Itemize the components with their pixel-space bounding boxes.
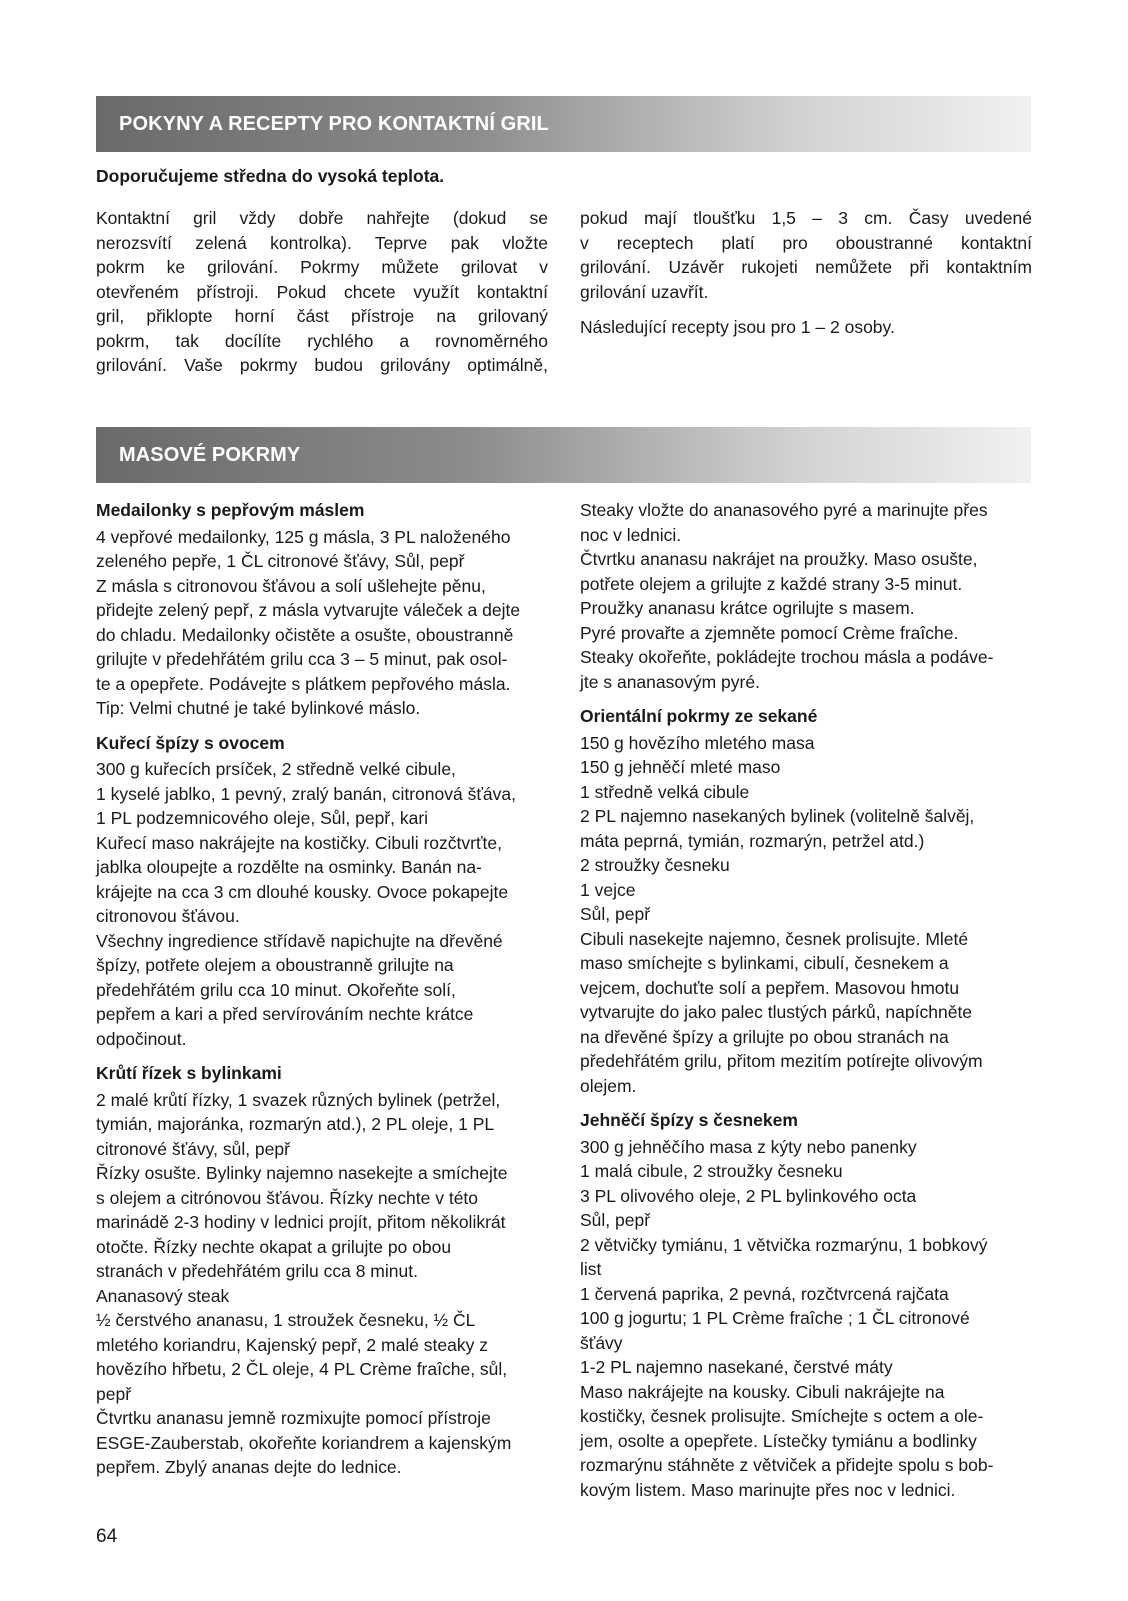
recipe-text-line: máta peprná, tymián, rozmarýn, petržel atd.) [580, 830, 925, 851]
recipe-text-line: Ananasový steak [96, 1285, 230, 1306]
intro-text-line: gril, přiklopte horní část přístroje na grilovaný [96, 306, 548, 326]
recipe-text-line: noc v lednici. [580, 524, 682, 545]
recipe-text-line: předehřátém grilu cca 10 minut. Okořeňte solí, [96, 979, 456, 1000]
recipe-text-line: rozmarýnu stáhněte z větviček a přidejte spolu s bob- [580, 1455, 994, 1475]
recipes-left-column [96, 498, 549, 1480]
section-heading-text: POKYNY A RECEPTY PRO KONTAKTNÍ GRIL [119, 113, 549, 135]
recipe-text-line: Kuřecí maso nakrájejte na kostičky. Cibuli rozčtvrťte, [96, 832, 502, 853]
recipe-text-line: 1 PL podzemnicového oleje, Sůl, pepř, kari [96, 808, 429, 828]
recipe-text-line: zeleného pepře, 1 ČL citronové šťávy, Sůl, pepř [96, 551, 465, 571]
recipe-text-line: 1-2 PL najemno nasekané, čerstvé máty [580, 1357, 893, 1377]
intro-text-line: nerozsvítí zelená kontrolka). Teprve pak vložte [96, 232, 548, 253]
recipe-text-line: Maso nakrájejte na kousky. Cibuli nakrájejte na [580, 1381, 945, 1402]
recipe-text-line: mletého koriandru, Kajenský pepř, 2 malé steaky z [96, 1334, 488, 1355]
recipe-text-line: citronovou šťávou. [96, 906, 240, 926]
recipe-text-line: špízy, potřete olejem a oboustranně grilujte na [96, 955, 454, 975]
section-heading-text: MASOVÉ POKRMY [119, 444, 301, 466]
recipe-text-line: 2 větvičky tymiánu, 1 větvička rozmarýnu, 1 bobkový [580, 1234, 988, 1255]
recipe-text-line: s olejem a citrónovou šťávou. Řízky nechte v této [96, 1187, 479, 1208]
recipe-text-line: pepřem a kari a před servírováním nechte krátce [96, 1004, 474, 1024]
recipe-text-line: Pyré provařte a zjemněte pomocí Crème fraîche. [580, 622, 959, 643]
intro-text-line: otevřeném přístroji. Pokud chcete využít kontaktní [96, 281, 548, 302]
recipe-text-line: marinádě 2-3 hodiny v lednici projít, přitom několikrát [96, 1212, 506, 1232]
recipe-text-line: list [580, 1259, 602, 1279]
recipe-text-line: 1 malá cibule, 2 stroužky česneku [580, 1161, 843, 1181]
recipe-text-line: ½ čerstvého ananasu, 1 stroužek česneku, ½ ČL [96, 1310, 476, 1330]
recipe-text-line: 300 g jehněčího masa z kýty nebo panenky [580, 1136, 917, 1157]
recipe-text-line: ESGE-Zauberstab, okořeňte koriandrem a kajenským [96, 1432, 512, 1453]
intro-text-line: pokrm ke grilování. Pokrmy můžete grilovat v [96, 257, 548, 277]
temperature-recommendation: Doporučujeme středna do vysoká teplota. [96, 166, 445, 186]
recipe-text-line: 2 PL najemno nasekaných bylinek (volitelně šalvěj, [580, 806, 975, 826]
recipe-text-line: Proužky ananasu krátce ogrilujte s masem. [580, 598, 915, 618]
recipe-text-line: 150 g hovězího mletého masa [580, 732, 815, 753]
intro-text-line: pokrm, tak docílíte rychlého a rovnoměrného [96, 330, 548, 351]
recipe-text-line: vejcem, dochuťte solí a pepřem. Masovou hmotu [580, 977, 960, 998]
page-number: 64 [96, 1526, 118, 1547]
servings-note: Následující recepty jsou pro 1 – 2 osoby. [580, 317, 895, 337]
recipe-text-line: jablka oloupejte a rozdělte na osminky. Banán na- [96, 857, 482, 877]
recipe-text-line: 150 g jehněčí mleté maso [580, 757, 781, 777]
recipe-text-line: 2 stroužky česneku [580, 855, 730, 875]
recipe-text-line: 100 g jogurtu; 1 PL Crème fraîche ; 1 ČL citronové [580, 1308, 970, 1328]
intro-text-line: Kontaktní gril vždy dobře nahřejte (dokud se [96, 208, 548, 228]
recipe-text-line: Řízky osušte. Bylinky najemno nasekejte a smíchejte [96, 1163, 508, 1183]
intro-text-line: grilování. Uzávěr rukojeti nemůžete při kontaktním [580, 257, 1032, 277]
recipe-text-line: olejem. [580, 1075, 637, 1096]
recipe-title: Orientální pokrmy ze sekané [580, 706, 818, 726]
recipe-text-line: kovým listem. Maso marinujte přes noc v lednici. [580, 1479, 956, 1500]
recipe-text-line: 1 červená paprika, 2 pevná, rozčtvrcená rajčata [580, 1283, 949, 1304]
recipe-text-line: vytvarujte do jako palec tlustých párků, napíchněte [580, 1002, 973, 1022]
recipe-text-line: přidejte zelený pepř, z másla vytvarujte váleček a dejte [96, 600, 521, 620]
recipe-text-line: 1 středně velká cibule [580, 781, 750, 802]
recipe-text-line: pepř [96, 1383, 132, 1404]
recipe-text-line: pepřem. Zbylý ananas dejte do lednice. [96, 1457, 402, 1477]
recipe-text-line: 300 g kuřecích prsíček, 2 středně velké cibule, [96, 759, 456, 779]
recipe-text-line: Sůl, pepř [580, 1210, 651, 1230]
recipe-text-line: kostičky, česnek prolisujte. Smíchejte s octem a ole- [580, 1406, 984, 1426]
recipe-text-line: do chladu. Medailonky očistěte a osušte, oboustranně [96, 624, 514, 645]
recipe-text-line: jem, osolte a opepřete. Lístečky tymiánu a bodlinky [580, 1430, 977, 1451]
recipe-text-line: stranách v předehřátém grilu cca 8 minut. [96, 1261, 418, 1281]
recipe-text-line: Tip: Velmi chutné je také bylinkové máslo. [96, 698, 421, 718]
recipe-text-line: odpočinout. [96, 1028, 187, 1049]
recipe-title: Krůtí řízek s bylinkami [96, 1063, 282, 1083]
recipe-text-line: maso smíchejte s bylinkami, cibulí, česnekem a [580, 953, 949, 973]
recipe-text-line: 2 malé krůtí řízky, 1 svazek různých bylinek (petržel, [96, 1089, 501, 1110]
intro-text-line: v receptech platí pro oboustranné kontaktní [580, 232, 1032, 253]
recipe-text-line: citronové šťávy, sůl, pepř [96, 1138, 290, 1159]
recipe-text-line: 1 vejce [580, 879, 636, 900]
recipes-right-column [580, 498, 1032, 1502]
recipe-text-line: Čtvrtku ananasu jemně rozmixujte pomocí přístroje [96, 1408, 491, 1428]
recipe-text-line: jte s ananasovým pyré. [580, 671, 760, 692]
intro-text-line: grilování. Vaše pokrmy budou grilovány optimálně, [96, 355, 548, 375]
recipe-text-line: 3 PL olivového oleje, 2 PL bylinkového octa [580, 1185, 917, 1206]
recipe-text-line: Cibuli nasekejte najemno, česnek prolisujte. Mleté [580, 928, 969, 949]
recipe-title: Jehněčí špízy s česnekem [580, 1110, 798, 1130]
recipe-text-line: na dřevěné špízy a grilujte po obou stranách na [580, 1026, 949, 1047]
recipe-title: Medailonky s pepřovým máslem [96, 500, 365, 520]
recipe-text-line: grilujte v předehřátém grilu cca 3 – 5 minut, pak osol- [96, 649, 508, 669]
recipe-text-line: šťávy [580, 1332, 623, 1353]
recipe-text-line: Sůl, pepř [580, 904, 651, 924]
recipe-text-line: tymián, majoránka, rozmarýn atd.), 2 PL oleje, 1 PL [96, 1114, 495, 1134]
recipe-title: Kuřecí špízy s ovocem [96, 732, 285, 753]
section-heading-meat-dishes [96, 427, 1031, 483]
recipe-text-line: krájejte na cca 3 cm dlouhé kousky. Ovoce pokapejte [96, 881, 509, 902]
section-heading-contact-grill [96, 96, 1031, 152]
recipe-text-line: Steaky okořeňte, pokládejte trochou másla a podáve- [580, 647, 994, 667]
recipe-text-line: otočte. Řízky nechte okapat a grilujte po obou [96, 1236, 452, 1257]
recipe-text-line: te a opepřete. Podávejte s plátkem pepřového másla. [96, 673, 511, 694]
recipe-text-line: předehřátém grilu, přitom mezitím potírejte olivovým [580, 1051, 983, 1071]
recipe-text-line: 1 kyselé jablko, 1 pevný, zralý banán, citronová šťáva, [96, 783, 516, 804]
intro-left-column [96, 206, 548, 378]
recipe-text-line: Všechny ingredience střídavě napichujte na dřevěné [96, 930, 503, 951]
intro-text-line: pokud mají tloušťku 1,5 – 3 cm. Časy uvedené [580, 208, 1032, 228]
recipe-text-line: Čtvrtku ananasu nakrájet na proužky. Maso osušte, [580, 549, 978, 569]
intro-right-column [580, 206, 1032, 340]
recipe-text-line: Z másla s citronovou šťávou a solí ušlehejte pěnu, [96, 575, 486, 596]
intro-text-line: grilování uzavřít. [580, 281, 709, 302]
recipe-text-line: hovězího hřbetu, 2 ČL oleje, 4 PL Crème fraîche, sůl, [96, 1359, 508, 1379]
recipe-text-line: 4 vepřové medailonky, 125 g másla, 3 PL naloženého [96, 526, 511, 547]
recipe-text-line: potřete olejem a grilujte z každé strany 3-5 minut. [580, 573, 963, 594]
recipe-text-line: Steaky vložte do ananasového pyré a marinujte přes [580, 500, 988, 520]
